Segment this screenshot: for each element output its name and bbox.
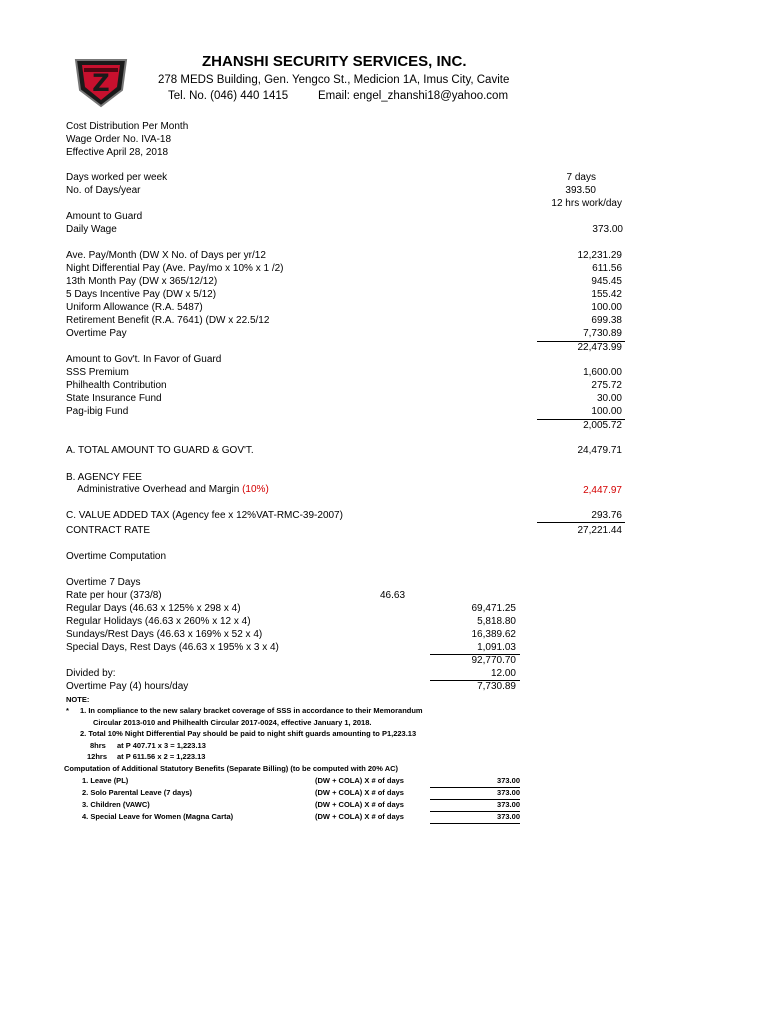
note-heading: NOTE: xyxy=(66,695,90,704)
guard-item-value: 12,231.29 xyxy=(577,250,622,261)
govt-item-label: Pag-ibig Fund xyxy=(66,406,129,417)
note-2: 2. Total 10% Night Differential Pay should be paid to night shift guards amounting to P1,223.13 xyxy=(80,729,417,738)
admin-overhead-text: Administrative Overhead and Margin xyxy=(77,484,240,495)
divider xyxy=(537,522,625,523)
ot-item-label: Special Days, Rest Days (46.63 x 195% x 3 x 4) xyxy=(66,642,279,653)
guard-item-value: 155.42 xyxy=(591,289,622,300)
company-email: Email: engel_zhanshi18@yahoo.com xyxy=(318,90,509,102)
govt-item-value: 275.72 xyxy=(591,380,622,391)
total-guard-govt-label: A. TOTAL AMOUNT TO GUARD & GOV'T. xyxy=(66,445,254,456)
daily-wage-label: Daily Wage xyxy=(66,224,117,235)
divided-by-value: 12.00 xyxy=(490,668,516,679)
guard-item-label: Uniform Allowance (R.A. 5487) xyxy=(66,302,203,313)
ot-pay-label: Overtime Pay (4) hours/day xyxy=(66,681,189,692)
statutory-item-label: 1. Leave (PL) xyxy=(82,776,129,785)
vat-value: 293.76 xyxy=(591,510,622,521)
company-name: ZHANSHI SECURITY SERVICES, INC. xyxy=(202,53,467,70)
statutory-heading: Computation of Additional Statutory Benefits (Separate Billing) (to be computed with 20% AC) xyxy=(64,764,399,773)
guard-total-value: 22,473.99 xyxy=(577,342,622,353)
guard-item-label: Night Differential Pay (Ave. Pay/mo x 10% x 1 /2) xyxy=(66,263,284,274)
company-address: 278 MEDS Building, Gen. Yengco St., Medicion 1A, Imus City, Cavite xyxy=(158,74,510,86)
note-star: * xyxy=(66,706,69,715)
statutory-item-value: 373.00 xyxy=(497,788,520,797)
guard-item-label: Ave. Pay/Month (DW X No. of Days per yr/12 xyxy=(66,250,266,261)
ot-item-value: 16,389.62 xyxy=(471,629,516,640)
note-1b: Circular 2013-010 and Philhealth Circular 2017-0024, effective January 1, 2018. xyxy=(93,718,372,727)
note-8hrs-label: 8hrs xyxy=(90,741,106,750)
guard-item-value: 100.00 xyxy=(591,302,622,313)
guard-item-value: 7,730.89 xyxy=(583,328,622,339)
ot-item-value: 1,091.03 xyxy=(477,642,516,653)
statutory-item-formula: (DW + COLA) X # of days xyxy=(315,788,404,797)
logo-letter: Z xyxy=(92,69,110,97)
statutory-item-value: 373.00 xyxy=(497,776,520,785)
guard-item-label: 13th Month Pay (DW x 365/12/12) xyxy=(66,276,218,287)
rate-per-hour-label: Rate per hour (373/8) xyxy=(66,590,162,601)
govt-heading: Amount to Gov't. In Favor of Guard xyxy=(66,354,222,365)
divider xyxy=(430,823,520,824)
agency-fee-value: 2,447.97 xyxy=(583,485,622,496)
hours-per-day-value: 12 hrs work/day xyxy=(551,198,622,209)
govt-item-label: Philhealth Contribution xyxy=(66,380,167,391)
admin-overhead-label xyxy=(77,484,269,496)
vat-label: C. VALUE ADDED TAX (Agency fee x 12%VAT-RMC-39-2007) xyxy=(66,510,343,521)
govt-item-value: 1,600.00 xyxy=(583,367,622,378)
ot-total-value: 92,770.70 xyxy=(471,655,516,666)
ot-item-label: Sundays/Rest Days (46.63 x 169% x 52 x 4) xyxy=(66,629,263,640)
guard-item-label: 5 Days Incentive Pay (DW x 5/12) xyxy=(66,289,217,300)
doc-header-1: Cost Distribution Per Month xyxy=(66,121,189,132)
statutory-item-formula: (DW + COLA) X # of days xyxy=(315,776,404,785)
govt-total-value: 2,005.72 xyxy=(583,420,622,431)
govt-item-label: SSS Premium xyxy=(66,367,129,378)
days-per-year-label: No. of Days/year xyxy=(66,185,141,196)
statutory-item-label: 4. Special Leave for Women (Magna Carta) xyxy=(82,812,234,821)
ot-item-label: Regular Days (46.63 x 125% x 298 x 4) xyxy=(66,603,241,614)
overtime-heading: Overtime Computation xyxy=(66,551,167,562)
guard-item-label: Retirement Benefit (R.A. 7641) (DW x 22.5/12 xyxy=(66,315,270,326)
note-8hrs-text: at P 407.71 x 3 = 1,223.13 xyxy=(117,741,206,750)
statutory-item-value: 373.00 xyxy=(497,800,520,809)
guard-item-value: 945.45 xyxy=(591,276,622,287)
statutory-item-formula: (DW + COLA) X # of days xyxy=(315,812,404,821)
ot-item-value: 5,818.80 xyxy=(477,616,516,627)
govt-item-value: 100.00 xyxy=(591,406,622,417)
ot-item-value: 69,471.25 xyxy=(471,603,516,614)
guard-item-value: 699.38 xyxy=(591,315,622,326)
contract-rate-value: 27,221.44 xyxy=(577,525,622,536)
govt-item-label: State Insurance Fund xyxy=(66,393,162,404)
agency-fee-label: B. AGENCY FEE xyxy=(66,472,142,483)
note-12hrs-label: 12hrs xyxy=(87,752,108,761)
overtime-sub: Overtime 7 Days xyxy=(66,577,141,588)
statutory-item-label: 3. Children (VAWC) xyxy=(82,800,150,809)
doc-header-3: Effective April 28, 2018 xyxy=(66,147,169,158)
govt-item-value: 30.00 xyxy=(596,393,622,404)
ot-pay-value: 7,730.89 xyxy=(477,681,516,692)
guard-item-value: 611.56 xyxy=(592,263,622,274)
admin-overhead-pct: (10%) xyxy=(242,484,269,495)
guard-heading: Amount to Guard xyxy=(66,211,143,222)
daily-wage-value: 373.00 xyxy=(592,224,623,235)
contract-rate-label: CONTRACT RATE xyxy=(66,525,151,536)
days-per-year-value: 393.50 xyxy=(565,185,596,196)
guard-item-label: Overtime Pay xyxy=(66,328,127,339)
divided-by-label: Divided by: xyxy=(66,668,116,679)
days-per-week-label: Days worked per week xyxy=(66,172,168,183)
rate-per-hour-value: 46.63 xyxy=(380,590,406,601)
days-per-week-value: 7 days xyxy=(566,172,596,183)
statutory-item-label: 2. Solo Parental Leave (7 days) xyxy=(82,788,193,797)
company-tel: Tel. No. (046) 440 1415 xyxy=(168,90,289,102)
statutory-item-value: 373.00 xyxy=(497,812,520,821)
company-logo xyxy=(70,56,132,108)
total-guard-govt-value: 24,479.71 xyxy=(577,445,622,456)
statutory-item-formula: (DW + COLA) X # of days xyxy=(315,800,404,809)
ot-item-label: Regular Holidays (46.63 x 260% x 12 x 4) xyxy=(66,616,251,627)
doc-header-2: Wage Order No. IVA-18 xyxy=(66,134,172,145)
note-1a: 1. In compliance to the new salary bracket coverage of SSS in accordance to their Memorandum xyxy=(80,706,423,715)
note-12hrs-text: at P 611.56 x 2 = 1,223.13 xyxy=(117,752,206,761)
